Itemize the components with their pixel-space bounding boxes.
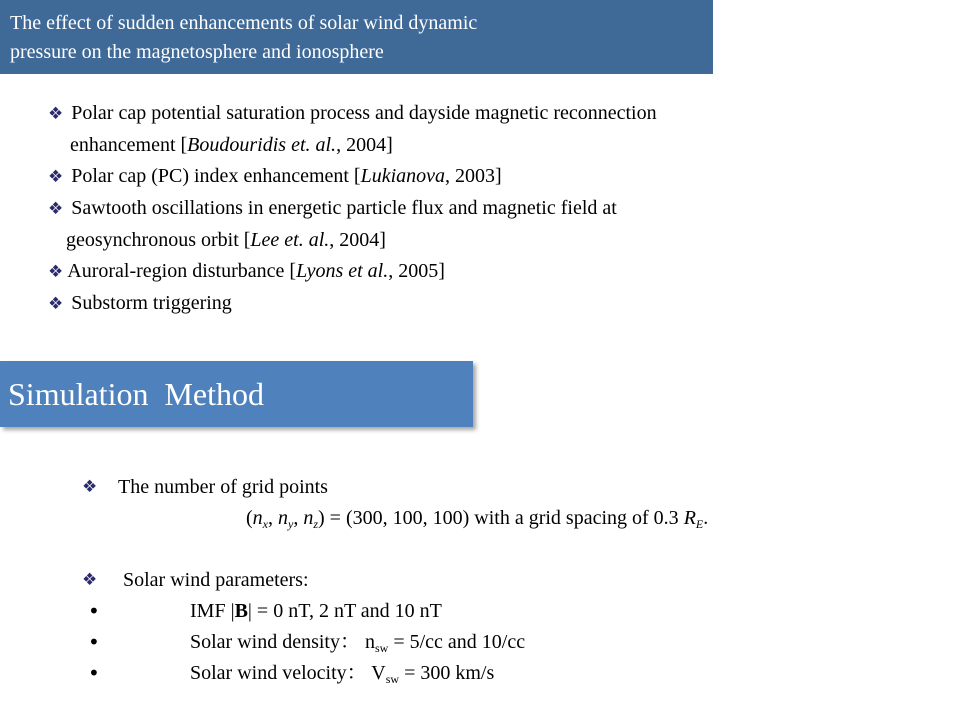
- diamond-bullet-icon: ❖: [48, 294, 64, 314]
- dot-bullet-icon: •: [88, 661, 100, 685]
- slide-title-banner: [0, 0, 713, 74]
- section-header: [0, 361, 473, 427]
- diamond-bullet-icon: ❖: [48, 199, 64, 219]
- diamond-bullet-icon: ❖: [48, 104, 64, 124]
- slide-title-line-2: pressure on the magnetosphere and ionosphere: [10, 41, 384, 63]
- list-item-continuation: enhancement [Boudouridis et. al., 2004]: [70, 134, 393, 156]
- list-item-continuation: geosynchronous orbit [Lee et. al., 2004]: [66, 229, 386, 251]
- list-item: ❖ Polar cap (PC) index enhancement [Lukianova, 2003]: [48, 165, 502, 187]
- diamond-bullet-icon: ❖: [82, 570, 98, 590]
- dot-bullet-icon: •: [88, 630, 100, 654]
- list-item: ❖ Polar cap potential saturation process and dayside magnetic reconnection: [48, 102, 657, 124]
- effects-bullet-list: [48, 98, 657, 320]
- diamond-bullet-icon: ❖: [48, 262, 64, 282]
- section-title: Simulation Method: [8, 376, 264, 412]
- slide-title-line-1: The effect of sudden enhancements of solar wind dynamic: [10, 12, 478, 34]
- list-item: ❖ Auroral-region disturbance [Lyons et al., 2005]: [48, 260, 445, 282]
- diamond-bullet-icon: ❖: [48, 167, 64, 187]
- list-item: ❖ Substorm triggering: [48, 292, 232, 314]
- dot-bullet-icon: •: [88, 599, 100, 623]
- diamond-bullet-icon: ❖: [82, 477, 98, 497]
- list-item: ❖ Sawtooth oscillations in energetic particle flux and magnetic field at: [48, 197, 617, 219]
